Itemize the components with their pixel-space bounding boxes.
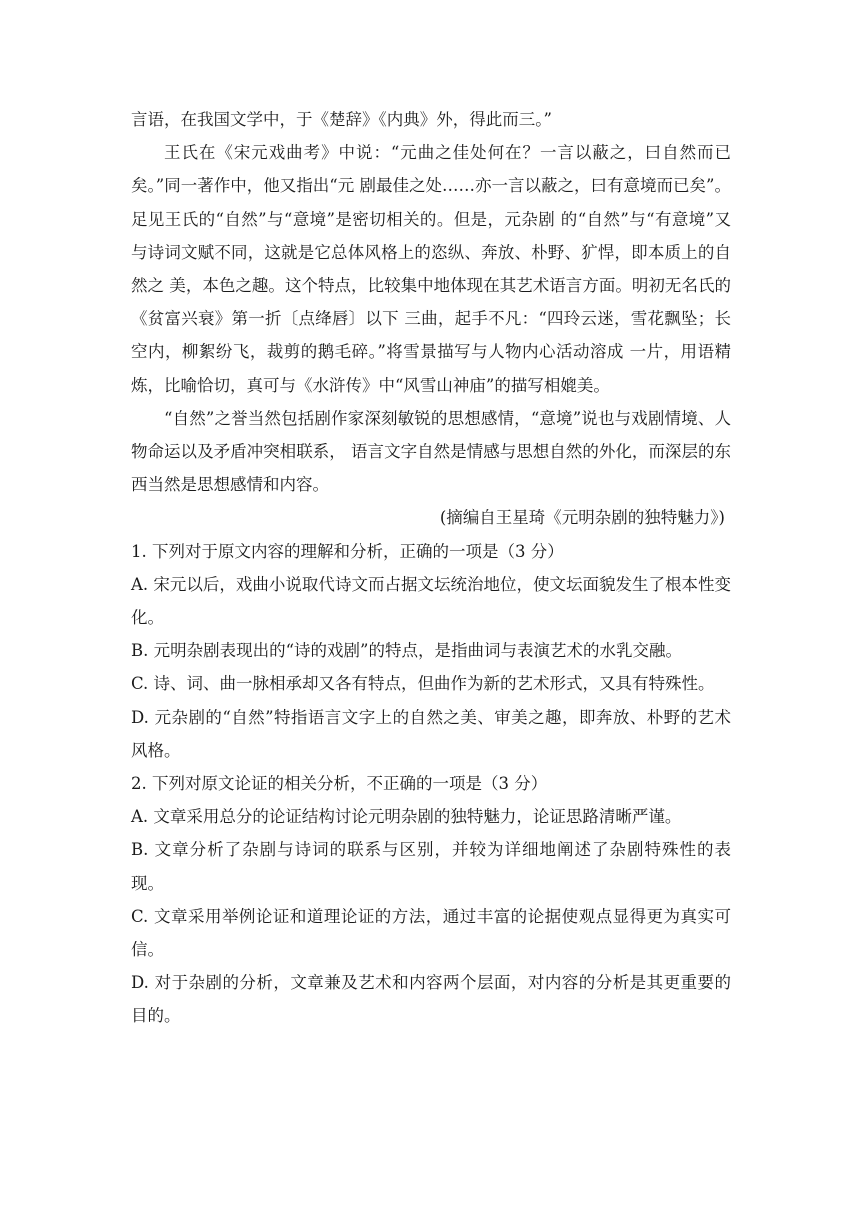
- passage-paragraph-0: 言语，在我国文学中，于《楚辞》《内典》外，得此而三。”: [131, 110, 552, 129]
- question-option: D. 对于杂剧的分析，文章兼及艺术和内容两个层面，对内容的分析是其更重要的目的。: [131, 973, 731, 1026]
- question-1: [131, 535, 731, 767]
- question-2: [131, 767, 731, 1033]
- question-option: A. 宋元以后，戏曲小说取代诗文而占据文坛统治地位，使文坛面貌发生了根本性变化。: [131, 574, 731, 628]
- question-option: B. 元明杂剧表现出的“诗的戏剧”的特点，是指曲词与表演艺术的水乳交融。: [131, 641, 682, 661]
- passage-source: (摘编自王星琦《元明杂剧的独特魅力》): [439, 508, 725, 528]
- question-option: A. 文章采用总分的论证结构讨论元明杂剧的独特魅力，论证思路清晰严谨。: [131, 807, 682, 827]
- question-option: C. 诗、词、曲一脉相承却又各有特点，但曲作为新的艺术形式，又具有特殊性。: [131, 674, 715, 694]
- question-option: D. 元杂剧的“自然”特指语言文字上的自然之美、审美之趣，即奔放、朴野的艺术风格。: [131, 707, 731, 760]
- question-option: C. 文章采用举例论证和道理论证的方法，通过丰富的论据使观点显得更为真实可信。: [131, 906, 731, 960]
- passage-paragraph-2: “自然”之誉当然包括剧作家深刻敏锐的思想感情，“意境”说也与戏剧情境、人物命运以及矛盾冲突相联系， 语言文字自然是情感与思想自然的外化，而深层的东西当然是思想感情和内容。: [131, 408, 731, 495]
- question-stem: 2. 下列对原文论证的相关分析，不正确的一项是（3 分）: [131, 774, 548, 794]
- passage-paragraph-1: 王氏在《宋元戏曲考》中说：“元曲之佳处何在？一言以蔽之，曰自然而已矣。”同一著作中，他又指出“元 剧最佳之处……亦一言以蔽之，曰有意境而已矣”。足见王氏的“自然”与“意境”是密切相关的。但是，元杂剧 的“自然”与“有意境”又与诗词文赋不同，这就是它总体风格上的恣纵、奔放、朴野、犷悍，即本质上的自然之 美，本色之趣。这个特点，比较集中地体现在其艺术语言方面。明初无名氏的《贫富兴衰》第一折〔点绛唇〕以下 三曲，起手不凡：“四玲云迷，雪花飘坠；长空内，柳絮纷飞，裁剪的鹅毛碎。”将雪景描写与人物内心活动溶成 一片，用语精炼，比喻恰切，真可与《水浒传》中“风雪山神庙”的描写相媲美。: [131, 143, 731, 395]
- question-stem: 1. 下列对于原文内容的理解和分析，正确的一项是（3 分）: [131, 541, 564, 561]
- text-column: [131, 103, 731, 1033]
- question-option: B. 文章分析了杂剧与诗词的联系与区别，并较为详细地阐述了杂剧特殊性的表现。: [131, 840, 731, 893]
